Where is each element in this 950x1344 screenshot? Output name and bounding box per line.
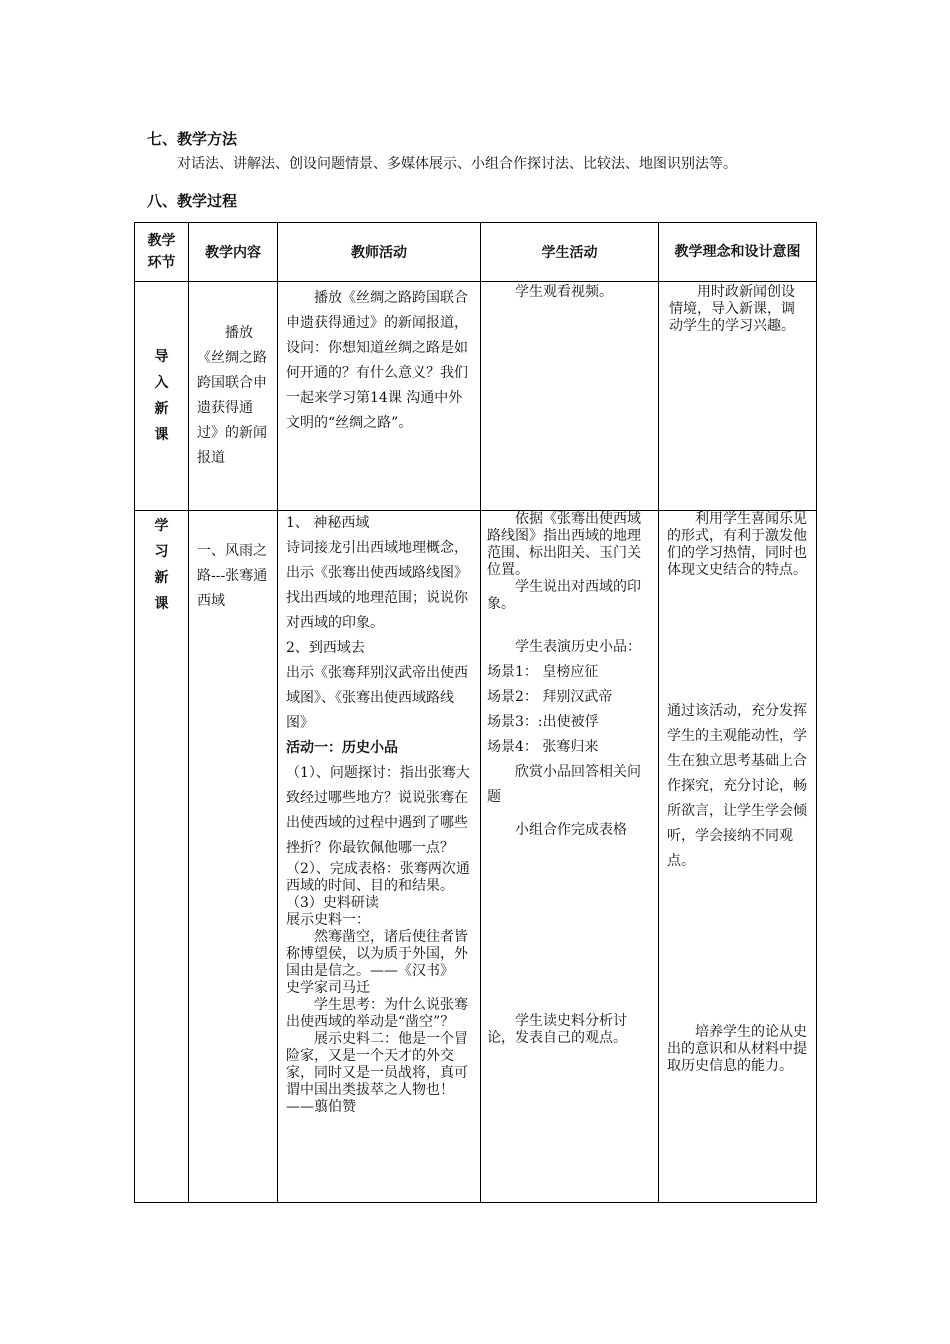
student-activity-cell: 依据《张骞出使西域路线图》指出西域的地理范围、标出阳关、玉门关位置。 学生说出对西域的印象。 学生表演历史小品： 场景1： 皇榜应征 场景2： 拜别汉武帝 场景3：:出使被俘 场景4： 张骞归来 欣赏小品回答相关问题 小组合作完成表格 学生读史料分析讨论，发表自己的观点。 [481,511,659,1203]
student-activity-cell: 学生观看视频。 [481,282,659,511]
concept-cell: 利用学生喜闻乐见的形式，有利于激发他们的学习热情，同时也体现文史结合的特点。 通过该活动，充分发挥学生的主观能动性，学生在独立思考基础上合作探究，充分讨论，畅所欲言，让学生学会倾听，学会接纳不同观点。 培养学生的论从史出的意识和从材料中提取历史信息的能力。 [659,511,817,1203]
content-cell: 播放《丝绸之路跨国联合申遗获得通过》的新闻报道 [189,282,278,511]
table-row [135,282,817,511]
stage-cell: 学 习 新 课 [135,511,189,1203]
header-student: 学生活动 [481,223,659,282]
teaching-process-table [134,222,817,1203]
teacher-activity-cell: 播放《丝绸之路跨国联合申遗获得通过》的新闻报道，设问：你想知道丝绸之路是如何开通的？有什么意义？我们一起来学习第14课 沟通中外文明的“丝绸之路”。 [278,282,481,511]
concept-cell: 用时政新闻创设情境，导入新课，调动学生的学习兴趣。 [659,282,817,511]
stage-cell: 导 入 新 课 [135,282,189,511]
header-concept: 教学理念和设计意图 [659,223,817,282]
content-cell: 一、风雨之路---张骞通西域 [189,511,278,1203]
table-row [135,511,817,1203]
section-7-heading: 七、教学方法 [147,130,238,148]
section-8-heading: 八、教学过程 [147,192,238,210]
header-teacher: 教师活动 [278,223,481,282]
teacher-activity-cell: 1、 神秘西域 诗词接龙引出西域地理概念，出示《张骞出使西域路线图》找出西域的地理范围；说说你对西域的印象。 2、到西域去 出示《张骞拜别汉武帝出使西域图》、《张骞出使西域路线图》 活动一：历史小品 （1）、问题探讨：指出张骞大致经过哪些地方？说说张骞在出使西域的过程中遇到了哪些挫折？你最钦佩他哪一点？ （2）、完成表格：张骞两次通西域的时间、目的和结果。 （3）史料研读 展示史料一： 然骞凿空，诸后使往者皆称博望侯，以为质于外国，外国由是信之。——《汉书》 史学家司马迁 学生思考：为什么说张骞出使西域的举动是“凿空”？ 展示史料二：他是一个冒险家，又是一个天才的外交家，同时又是一员战将，真可谓中国出类拔萃之人物也！——翦伯赞 [278,511,481,1203]
table-header-row [135,223,817,282]
section-7-content: 对话法、讲解法、创设问题情景、多媒体展示、小组合作探讨法、比较法、地图识别法等。 [177,156,737,172]
header-content: 教学内容 [189,223,278,282]
header-stage: 教学环节 [135,223,189,282]
